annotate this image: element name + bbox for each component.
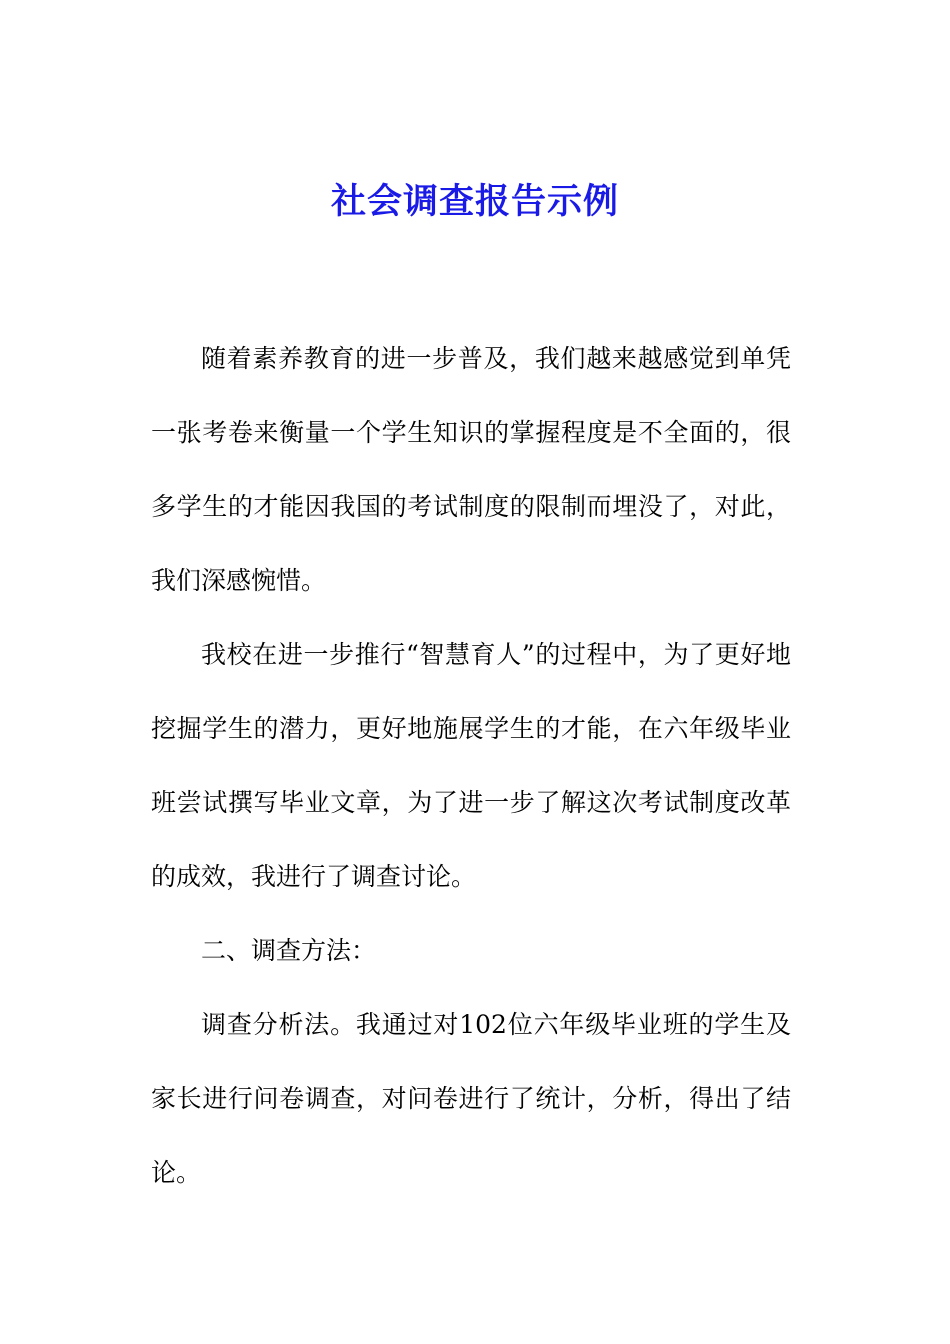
document-title: 社会调查报告示例 (330, 182, 619, 222)
section-heading-methods: 二、调查方法： (201, 936, 377, 965)
paragraph-background: 我校在进一步推行“智慧育人”的过程中，为了更好地挖掘学生的潜力，更好地施展学生的才能，在六年级毕业班尝试撰写毕业文章，为了进一步了解这次考试制度改革的成效，我进行了调查讨论。 (151, 640, 791, 891)
document-body (151, 322, 791, 1210)
paragraph-intro: 随着素养教育的进一步普及，我们越来越感觉到单凭一张考卷来衡量一个学生知识的掌握程度是不全面的，很多学生的才能因我国的考试制度的限制而埋没了，对此，我们深感惋惜。 (151, 344, 791, 595)
paragraph-methods: 调查分析法。我通过对102位六年级毕业班的学生及家长进行问卷调查，对问卷进行了统计，分析，得出了结论。 (151, 1010, 791, 1187)
